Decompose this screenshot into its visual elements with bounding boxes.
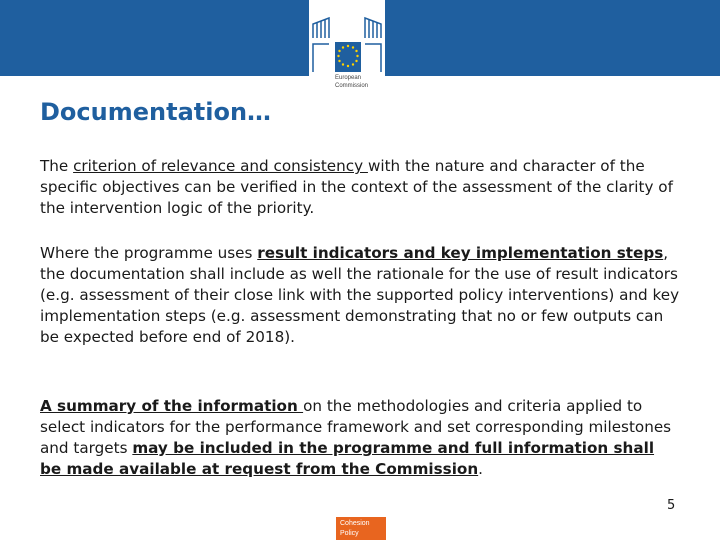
paragraph-result-indicators	[40, 243, 680, 348]
paragraph1-post: with the nature and character of the specific objectives can be verified in the context of the assessment of the clarity of the intervention logic of the priority.	[40, 157, 673, 217]
page-number: 5	[667, 498, 676, 513]
slide-title: Documentation…	[40, 98, 272, 126]
summary-information-text: A summary of the information	[40, 397, 304, 415]
paragraph3-end: .	[478, 460, 483, 478]
paragraph2-post: , the documentation shall include as well the rationale for the use of result indicators (e.g. assessment of their close link with the supported policy interventions) and key implementation steps (e.g. assessment demonstrating that no or few outputs can be expected before end of 2018).	[40, 244, 680, 346]
paragraph2-pre: Where the programme uses	[40, 244, 258, 262]
may-be-included-text: may be included in the programme and full information shall be made available at request from the Commission	[40, 439, 655, 478]
cohesion-line-1: Cohesion	[340, 520, 370, 527]
paragraph3-mid: on the methodologies and criteria applied to select indicators for the performance framework and set corresponding milestones and targets	[40, 397, 672, 457]
logo-text	[335, 74, 383, 90]
commission-building-icon	[309, 0, 385, 76]
result-indicators-text: result indicators and key implementation steps	[257, 244, 664, 262]
logo-line-1: European	[335, 75, 362, 81]
cohesion-policy-badge	[336, 517, 386, 540]
paragraph-relevance	[40, 156, 680, 219]
paragraph1-pre: The	[40, 157, 74, 175]
paragraph-summary	[40, 396, 680, 480]
european-commission-logo	[309, 0, 385, 98]
logo-line-2: Commission	[335, 83, 369, 89]
relevance-consistency-text: criterion of relevance and consistency	[73, 157, 368, 175]
cohesion-line-2: Policy	[340, 530, 359, 537]
